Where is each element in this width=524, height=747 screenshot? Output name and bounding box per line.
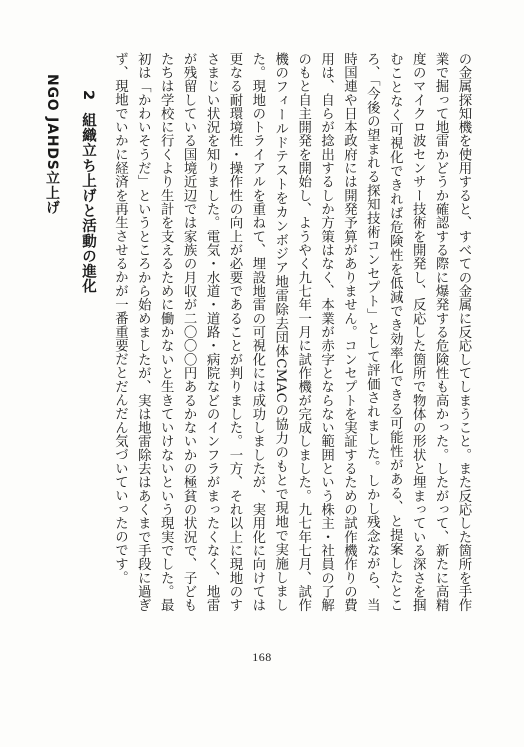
section-title: 組織立ち上げと活動の進化 — [80, 112, 96, 294]
page-number: 168 — [252, 650, 272, 664]
body-text-block — [108, 52, 475, 612]
body-paragraph: の金属探知機を使用すると、すべての金属に反応してしまうこと。また反応した箇所を手作業で掘って地雷かどうか確認する際に爆発する危険性も高かった。したがって、新たに高精度のマイクロ波センサー技術を開発し、反応した箇所で物体の形状と埋まっている深さを掴むことなく可視化できれば危険性を低減でき効率化できる可能性がある、と提案したところ、「今後の望まれる探知技術コンセプト」として評価されました。しかし残念ながら、当時国連や日本政府には開発予算がありません。コンセプトを実証するための試作機作りの費用は、自らが捻出するしか方策はなく、本業が赤字とならない範囲という株主・社員の了解のもと自主開発を開始し、ようやく九七年一月に試作機が完成しました。九七年七月、試作機のフィールドテストをカンボジア地雷除去団体CMACの協力のもとで現地で実施しました。現地のトライアルを重ねて、埋設地雷の可視化には成功しましたが、実用化に向けては更なる耐環境性・操作性の向上が必要であることが判りました。一方、それ以上に現地のすさまじい状況を知りました。電気・水道・道路・病院などのインフラがまったくなく、地雷が残留している国境近辺では家族の月収が二〇〇〇円あるかないかの極貧の状況で、子どもたちは学校に行くより生計を支えるために働かないと生きていけないという現実でした。最初は「かわいそうだ」というところから始めましたが、実は地雷除去はあくまで手段に過ぎず、現地でいかに経済を再生させるかが一番重要だとだんだん気づいていったのです。 — [112, 52, 471, 612]
subsection-heading: NGO JAHDS立上げ — [44, 74, 60, 216]
section-heading — [75, 90, 101, 294]
section-number: 2 — [80, 90, 96, 101]
